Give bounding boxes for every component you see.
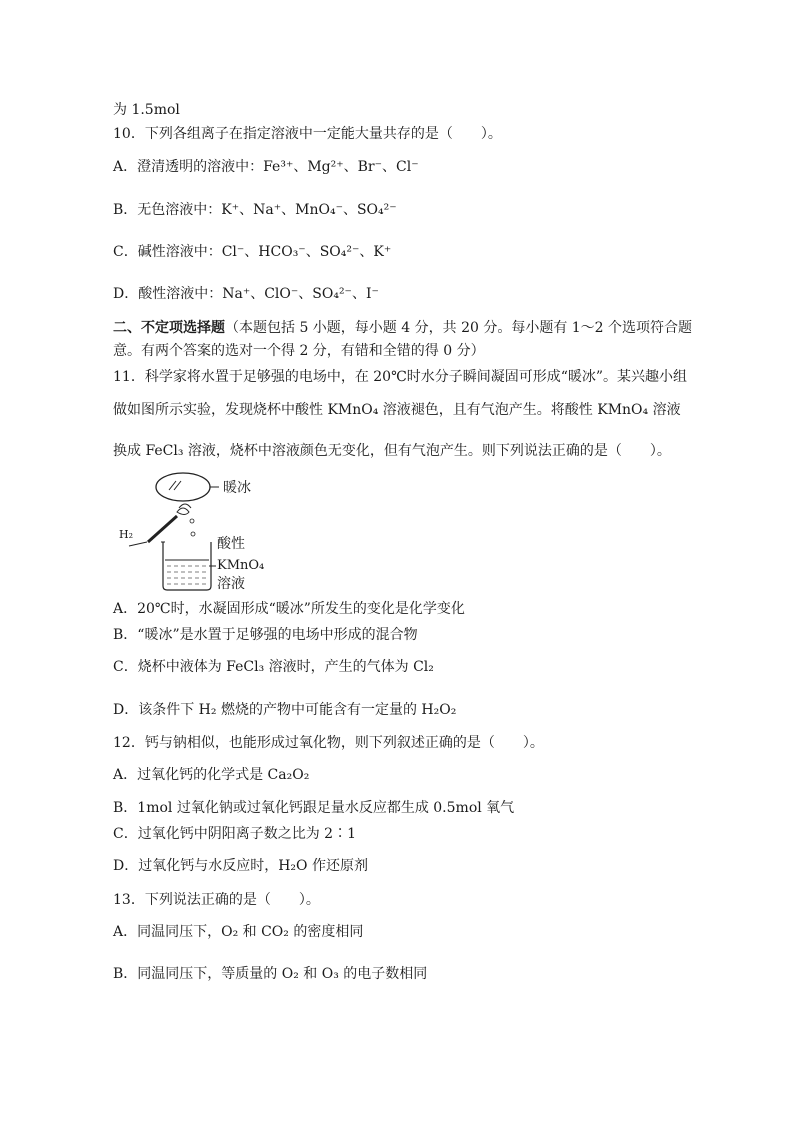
bubble: [191, 532, 195, 536]
q11-stem-line3: 换成 FeCl₃ 溶液，烧杯中溶液颜色无变化，但有气泡产生。则下列说法正确的是（ ）。: [113, 443, 671, 459]
section2-desc: （本题包括 5 小题，每小题 4 分，共 20 分。每小题有 1～2 个选项符合题: [225, 320, 693, 336]
q13-stem: 13．下列说法正确的是（ ）。: [113, 892, 320, 908]
fragment-top: 为 1.5mol: [113, 102, 180, 118]
label-warm-ice: 暖冰: [223, 480, 251, 496]
section2-desc2: 意。有两个答案的选对一个得 2 分，有错和全错的得 0 分）: [113, 343, 485, 359]
q12-option-d: D．过氧化钙与水反应时，H₂O 作还原剂: [113, 858, 368, 874]
label-kmno4: KMnO₄: [217, 558, 265, 573]
section2-header: [113, 319, 692, 337]
q12-stem: 12．钙与钠相似，也能形成过氧化物，则下列叙述正确的是（ ）。: [113, 735, 544, 751]
label-acidic: 酸性: [217, 536, 245, 552]
q13-option-a: A．同温同压下，O₂ 和 CO₂ 的密度相同: [113, 924, 364, 940]
q10-option-b: B．无色溶液中：K⁺、Na⁺、MnO₄⁻、SO₄²⁻: [113, 202, 397, 218]
label-h2: H₂: [119, 528, 134, 541]
q13-option-b: B．同温同压下，等质量的 O₂ 和 O₃ 的电子数相同: [113, 966, 428, 982]
q11-option-d: D．该条件下 H₂ 燃烧的产物中可能含有一定量的 H₂O₂: [113, 702, 457, 718]
q11-option-c: C．烧杯中液体为 FeCl₃ 溶液时，产生的气体为 Cl₂: [113, 659, 434, 675]
q10-option-d: D．酸性溶液中：Na⁺、ClO⁻、SO₄²⁻、I⁻: [113, 286, 379, 302]
q11-stem-line2: 做如图所示实验，发现烧杯中酸性 KMnO₄ 溶液褪色，且有气泡产生。将酸性 KMnO₄ 溶液: [113, 402, 681, 418]
bubble: [190, 519, 194, 523]
q12-option-a: A．过氧化钙的化学式是 Ca₂O₂: [113, 767, 310, 783]
flame-icon: [177, 508, 189, 515]
q12-option-b: B．1mol 过氧化钠或过氧化钙跟足量水反应都生成 0.5mol 氧气: [113, 800, 515, 816]
gas-tube: [148, 516, 177, 542]
label-solution: 溶液: [217, 576, 245, 592]
experiment-diagram: [113, 468, 283, 596]
section2-title: 二、不定项选择题: [113, 320, 225, 336]
q10-stem: 10．下列各组离子在指定溶液中一定能大量共存的是（ ）。: [113, 126, 502, 142]
q10-option-a: A．澄清透明的溶液中：Fe³⁺、Mg²⁺、Br⁻、Cl⁻: [113, 159, 419, 175]
q11-option-b: B．“暖冰”是水置于足够强的电场中形成的混合物: [113, 627, 418, 643]
q12-option-c: C．过氧化钙中阴阳离子数之比为 2∶1: [113, 826, 356, 842]
warm-ice-plate: [156, 473, 210, 501]
q11-stem-line1: 11．科学家将水置于足够强的电场中，在 20℃时水分子瞬间凝固可形成“暖冰”。某兴趣小组: [113, 369, 688, 385]
q11-option-a: A．20℃时，水凝固形成“暖冰”所发生的变化是化学变化: [113, 601, 465, 617]
q10-option-c: C．碱性溶液中：Cl⁻、HCO₃⁻、SO₄²⁻、K⁺: [113, 244, 392, 260]
